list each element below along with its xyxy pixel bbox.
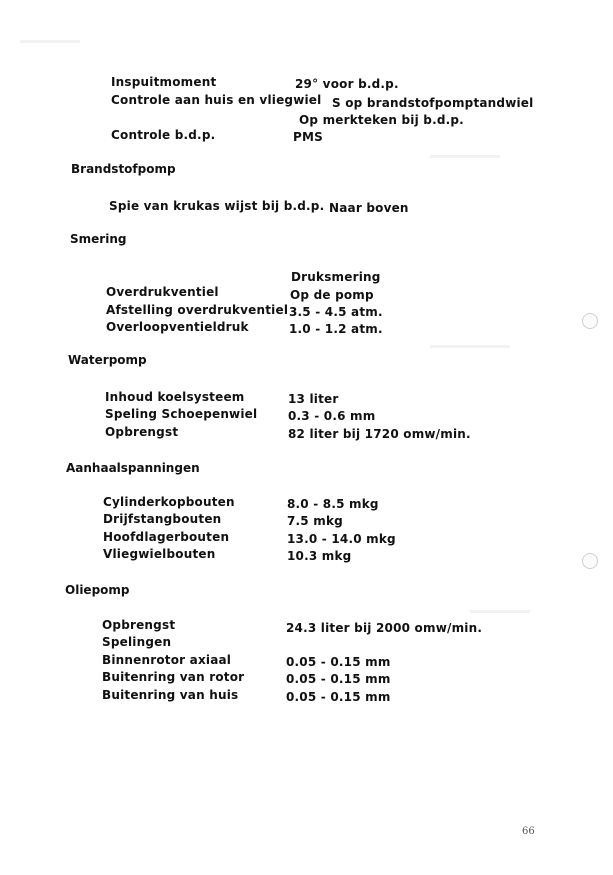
row-label: Opbrengst: [105, 425, 179, 439]
row-value: PMS: [293, 130, 323, 144]
row-value: 13 liter: [288, 392, 339, 406]
row-value: 8.0 - 8.5 mkg: [287, 497, 379, 511]
row-label: Spie van krukas wijst bij b.d.p.: [109, 199, 325, 213]
section-heading-aanhaalspanningen: Aanhaalspanningen: [66, 461, 200, 475]
row-value: 0.05 - 0.15 mm: [286, 672, 391, 686]
sub-heading: Druksmering: [291, 270, 381, 284]
bleed-through-mark: [20, 40, 80, 43]
row-label: Buitenring van rotor: [102, 670, 245, 684]
row-value: Op de pomp: [290, 288, 374, 302]
bleed-through-mark: [470, 610, 530, 613]
bleed-through-mark: [430, 345, 510, 348]
row-label: Spelingen: [102, 635, 172, 649]
row-label: Speling Schoepenwiel: [105, 407, 258, 421]
row-label: Buitenring van huis: [102, 688, 239, 702]
section-heading-brandstofpomp: Brandstofpomp: [71, 162, 176, 176]
binder-hole: [582, 553, 598, 569]
row-label: Inspuitmoment: [111, 75, 217, 89]
row-value: 3.5 - 4.5 atm.: [289, 305, 383, 319]
row-label: Overdrukventiel: [106, 285, 219, 299]
row-value: 82 liter bij 1720 omw/min.: [288, 427, 471, 441]
row-value: 0.3 - 0.6 mm: [288, 409, 376, 423]
row-label: Inhoud koelsysteem: [105, 390, 245, 404]
row-value: 0.05 - 0.15 mm: [286, 690, 391, 704]
row-label: Binnenrotor axiaal: [102, 653, 232, 667]
row-value: 7.5 mkg: [287, 514, 343, 528]
row-label: Hoofdlagerbouten: [103, 530, 230, 544]
row-value: Op merkteken bij b.d.p.: [299, 113, 464, 127]
row-value: 1.0 - 1.2 atm.: [289, 322, 383, 336]
bleed-through-mark: [430, 155, 500, 158]
row-label: Overloopventieldruk: [106, 320, 249, 334]
row-value: Naar boven: [329, 201, 409, 215]
row-value: 24.3 liter bij 2000 omw/min.: [286, 621, 483, 635]
row-label: Controle b.d.p.: [111, 128, 216, 142]
row-value: 10.3 mkg: [287, 549, 352, 563]
row-label: Opbrengst: [102, 618, 176, 632]
row-value: S op brandstofpomptandwiel: [332, 96, 534, 110]
section-heading-waterpomp: Waterpomp: [68, 353, 147, 367]
row-label: Vliegwielbouten: [103, 547, 216, 561]
section-heading-smering: Smering: [70, 232, 127, 246]
row-label: Afstelling overdrukventiel: [106, 303, 289, 317]
section-heading-oliepomp: Oliepomp: [65, 583, 130, 597]
page-number: 66: [522, 826, 535, 837]
row-label: Controle aan huis en vliegwiel: [111, 93, 322, 107]
row-value: 0.05 - 0.15 mm: [286, 655, 391, 669]
row-label: Drijfstangbouten: [103, 512, 222, 526]
row-value: 13.0 - 14.0 mkg: [287, 532, 396, 546]
row-value: 29° voor b.d.p.: [295, 77, 399, 91]
binder-hole: [582, 313, 598, 329]
row-label: Cylinderkopbouten: [103, 495, 235, 509]
